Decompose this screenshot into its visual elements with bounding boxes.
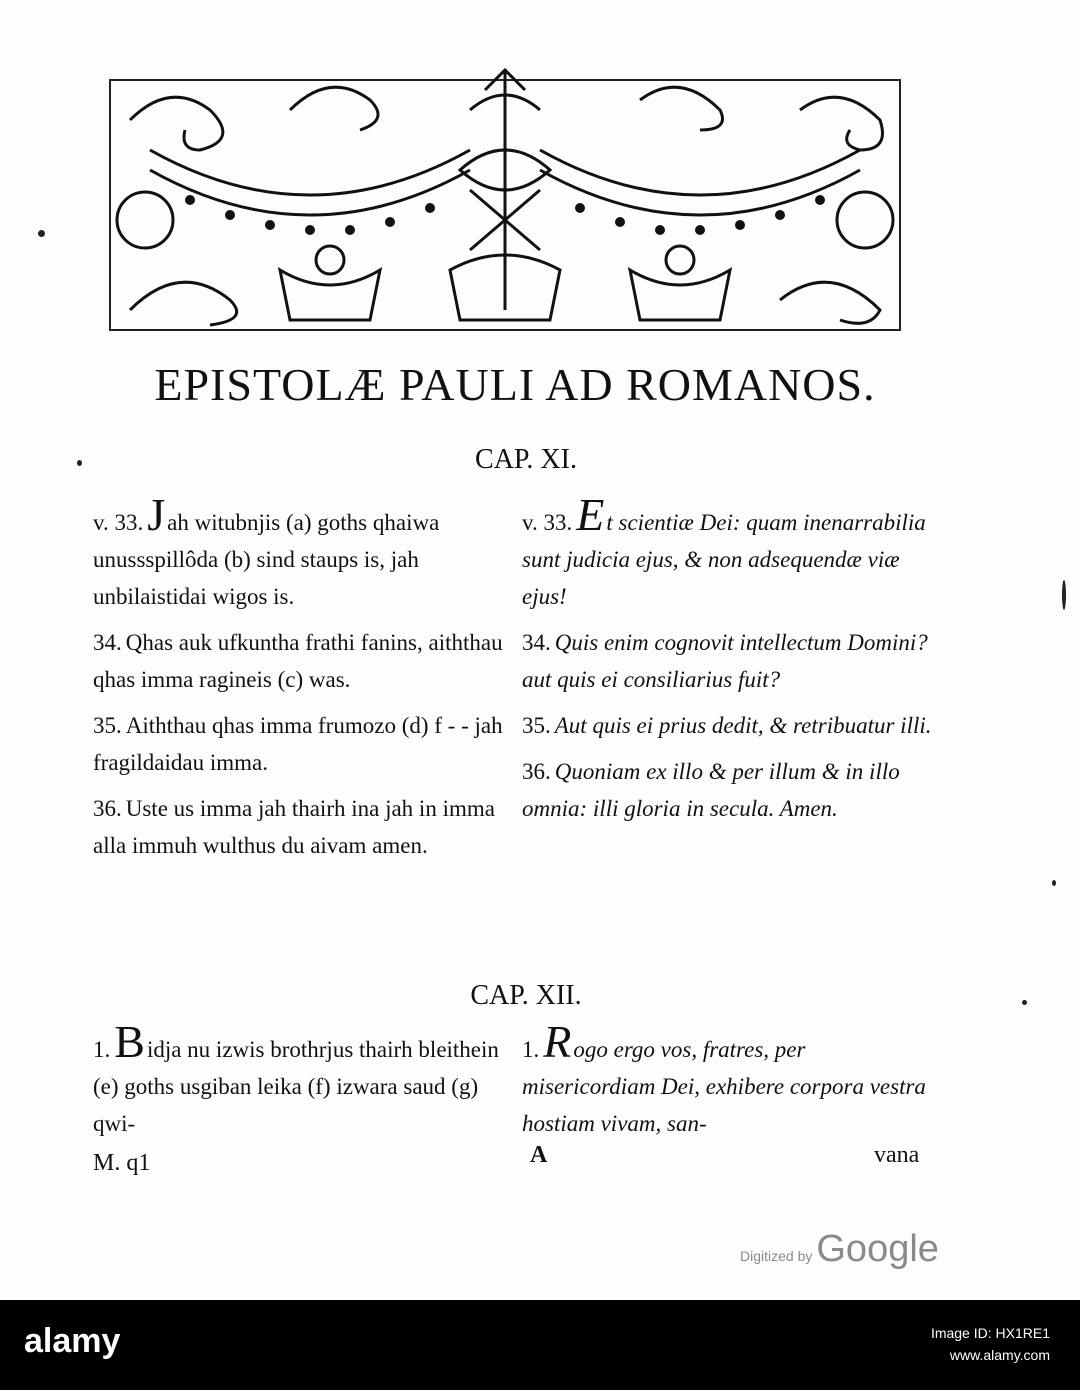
- latin-column-xii: [522, 1016, 937, 1151]
- latin-verse-34: 34. Quis enim cognovit intellectum Domini? aut quis ei consiliarius fuit?: [522, 630, 928, 692]
- latin-verse-35: 35. Aut quis ei prius dedit, & retribuatur illi.: [522, 713, 932, 738]
- gothic-verse-35: 35. Aiththau qhas imma frumozo (d) f - - jah fragildaidau imma.: [93, 713, 503, 775]
- decorative-headpiece: [90, 50, 920, 345]
- gothic-verse-xii-1: 1.Bidja nu izwis brothrjus thairh bleithein (e) goths usgiban leika (f) izwara saud (g) qwi-: [93, 1016, 499, 1136]
- signature-mark: M. q1: [93, 1150, 151, 1176]
- latin-column: [522, 489, 937, 836]
- gothic-column: [93, 489, 508, 873]
- image-id: Image ID: HX1RE1: [930, 1325, 1050, 1341]
- google-logo: Google: [816, 1228, 939, 1270]
- digitized-label: Digitized by: [740, 1248, 813, 1264]
- gothic-column-xii: [93, 1016, 508, 1151]
- google-watermark: [740, 1228, 939, 1271]
- gothic-verse-36: 36. Uste us imma jah thairh ina jah in imma alla immuh wulthus du aivam amen.: [93, 796, 495, 858]
- chapter-heading-xii: CAP. XII.: [470, 980, 582, 1011]
- catchword: vana: [874, 1142, 920, 1168]
- ink-speck: [1062, 580, 1066, 610]
- gothic-verse-33: v. 33.Jah witubnjis (a) goths qhaiwa unussspillôda (b) sind staups is, jah unbilaistidai wigos is.: [93, 489, 440, 609]
- ink-speck: [1022, 1000, 1027, 1005]
- gothic-verse-34: 34. Qhas auk ufkuntha frathi fanins, aiththau qhas imma ragineis (c) was.: [93, 630, 503, 692]
- alamy-logo: alamy: [24, 1322, 121, 1360]
- ink-speck: [77, 460, 82, 466]
- latin-verse-33: v. 33.Et scientiæ Dei: quam inenarrabilia sunt judicia ejus, & non adsequendæ viæ ejus!: [522, 489, 926, 609]
- ink-speck: [1052, 880, 1056, 886]
- ink-speck: [38, 230, 45, 237]
- latin-verse-36: 36. Quoniam ex illo & per illum & in illo omnia: illi gloria in secula. Amen.: [522, 759, 900, 821]
- page-title: EPISTOLÆ PAULI AD ROMANOS.: [154, 359, 876, 410]
- stock-footer-band: [0, 1300, 1080, 1390]
- stock-image-info: [931, 1322, 1050, 1366]
- stock-site: www.alamy.com: [949, 1347, 1050, 1363]
- signature-letter: A: [530, 1142, 548, 1168]
- latin-verse-xii-1: 1.Rogo ergo vos, fratres, per misericordiam Dei, exhibere corpora vestra hostiam vivam, san-: [522, 1016, 926, 1136]
- chapter-heading-xi: CAP. XI.: [475, 444, 577, 475]
